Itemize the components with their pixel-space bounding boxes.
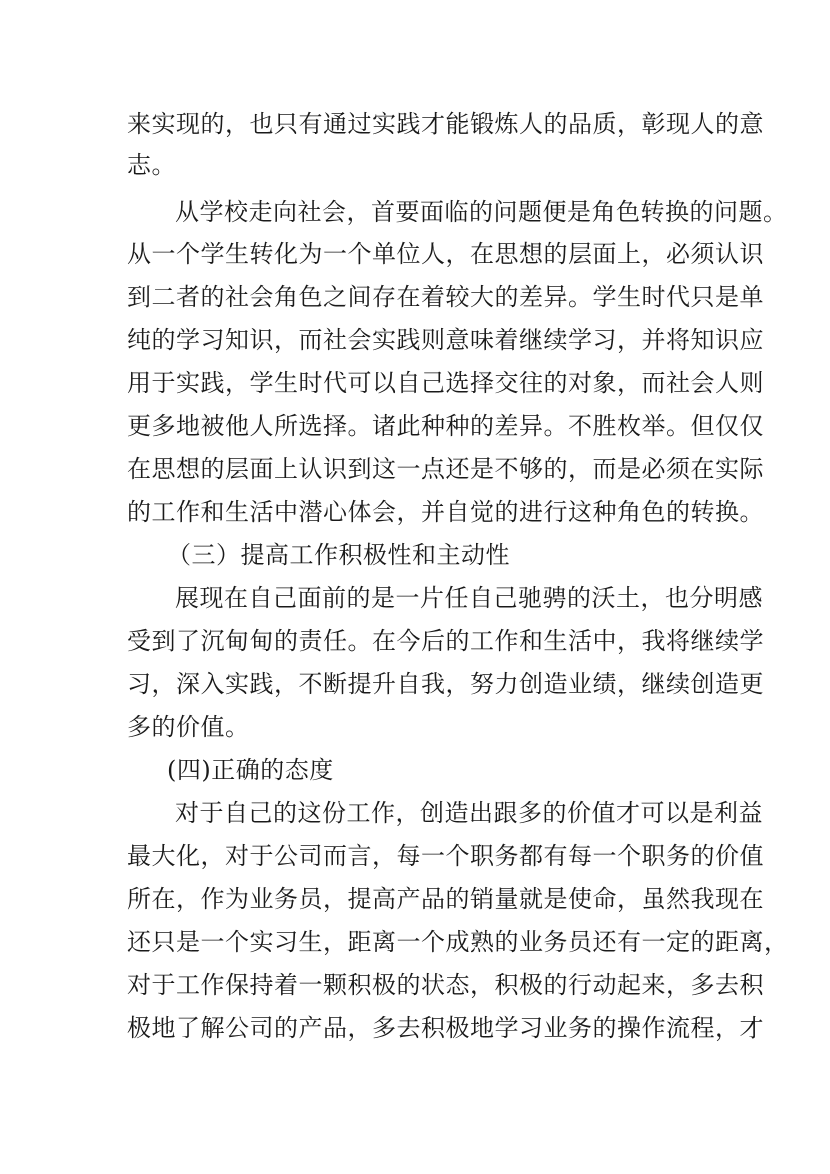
paragraph-line: 所在，作为业务员，提高产品的销量就是使命，虽然我现在	[127, 885, 764, 913]
paragraph-line: 多的价值。	[127, 713, 250, 741]
section-heading: （三）提高工作积极性和主动性	[167, 541, 510, 569]
paragraph-line: 从一个学生转化为一个单位人，在思想的层面上，必须认识	[127, 240, 764, 268]
paragraph-line: 更多地被他人所选择。诸此种种的差异。不胜枚举。但仅仅	[127, 412, 764, 440]
paragraph-line: 对于自己的这份工作，创造出跟多的价值才可以是利益	[175, 799, 763, 827]
paragraph-line: 纯的学习知识，而社会实践则意味着继续学习，并将知识应	[127, 326, 764, 354]
paragraph-line: 极地了解公司的产品，多去积极地学习业务的操作流程，才	[127, 1014, 764, 1042]
paragraph-line: 最大化，对于公司而言，每一个职务都有每一个职务的价值	[127, 842, 764, 870]
paragraph-line: 还只是一个实习生，距离一个成熟的业务员还有一定的距离，	[127, 928, 789, 956]
paragraph-line: 的工作和生活中潜心体会，并自觉的进行这种角色的转换。	[127, 498, 764, 526]
paragraph-line: 来实现的，也只有通过实践才能锻炼人的品质，彰现人的意	[127, 110, 764, 138]
paragraph-line: 志。	[127, 151, 176, 179]
paragraph-line: 习，深入实践，不断提升自我，努力创造业绩，继续创造更	[127, 670, 764, 698]
paragraph-line: 受到了沉甸甸的责任。在今后的工作和生活中，我将继续学	[127, 627, 764, 655]
paragraph-line: 在思想的层面上认识到这一点还是不够的，而是必须在实际	[127, 455, 764, 483]
paragraph-line: 用于实践，学生时代可以自己选择交往的对象，而社会人则	[127, 369, 764, 397]
section-heading: (四)正确的态度	[167, 756, 334, 784]
paragraph-line: 从学校走向社会，首要面临的问题便是角色转换的问题。	[175, 198, 788, 226]
paragraph-line: 展现在自己面前的是一片任自己驰骋的沃土，也分明感	[175, 584, 763, 612]
paragraph-line: 对于工作保持着一颗积极的状态，积极的行动起来，多去积	[127, 971, 764, 999]
paragraph-line: 到二者的社会角色之间存在着较大的差异。学生时代只是单	[127, 283, 764, 311]
